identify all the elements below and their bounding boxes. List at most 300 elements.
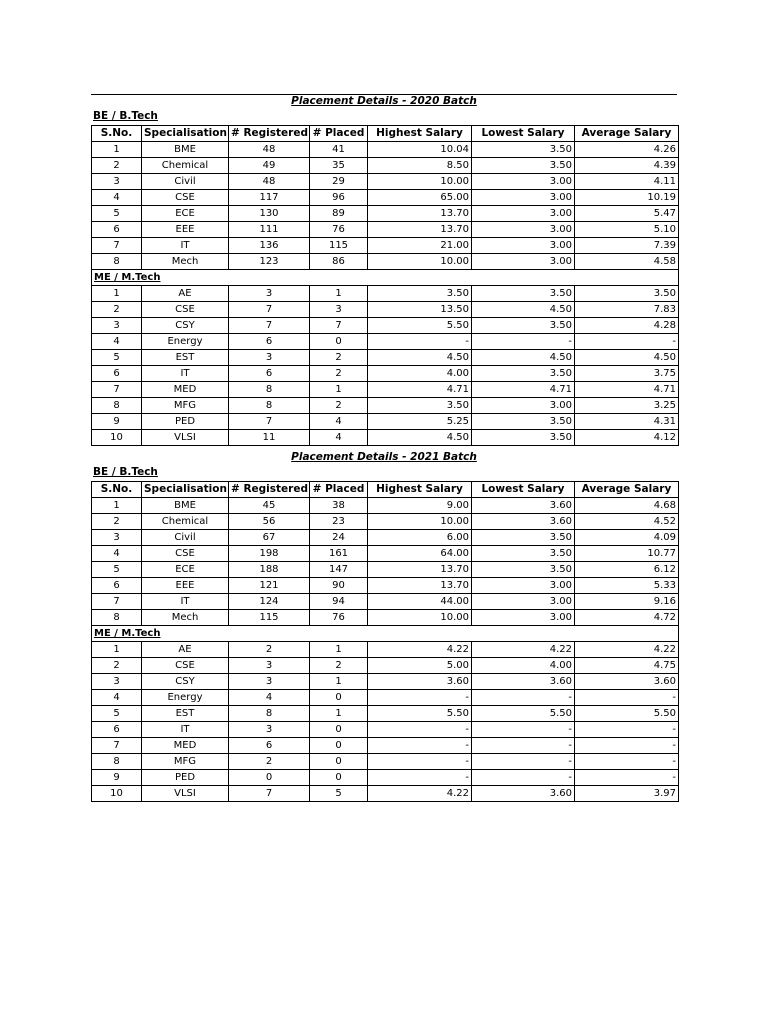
- cell-sno: 3: [92, 174, 142, 190]
- cell-specialisation: BME: [142, 498, 229, 514]
- cell-specialisation: IT: [142, 238, 229, 254]
- cell-specialisation: Energy: [142, 690, 229, 706]
- cell-specialisation: Chemical: [142, 158, 229, 174]
- cell-average-salary: -: [575, 722, 679, 738]
- cell-sno: 5: [92, 350, 142, 366]
- cell-highest-salary: 13.50: [368, 302, 472, 318]
- cell-registered: 198: [229, 546, 310, 562]
- table-row: [92, 318, 679, 334]
- cell-registered: 3: [229, 286, 310, 302]
- cell-specialisation: MED: [142, 382, 229, 398]
- cell-highest-salary: 13.70: [368, 206, 472, 222]
- cell-highest-salary: 4.50: [368, 430, 472, 446]
- cell-highest-salary: -: [368, 770, 472, 786]
- col-sno-header: S.No.: [92, 126, 142, 142]
- cell-sno: 4: [92, 190, 142, 206]
- cell-average-salary: -: [575, 334, 679, 350]
- cell-registered: 123: [229, 254, 310, 270]
- cell-average-salary: 5.10: [575, 222, 679, 238]
- cell-sno: 6: [92, 366, 142, 382]
- cell-highest-salary: 3.50: [368, 286, 472, 302]
- cell-lowest-salary: 3.60: [472, 786, 575, 802]
- col-highest-salary-header: Highest Salary: [368, 482, 472, 498]
- cell-lowest-salary: 4.22: [472, 642, 575, 658]
- table-row: [92, 398, 679, 414]
- table-row: [92, 722, 679, 738]
- cell-sno: 5: [92, 706, 142, 722]
- cell-specialisation: PED: [142, 414, 229, 430]
- cell-average-salary: 4.12: [575, 430, 679, 446]
- cell-highest-salary: 13.70: [368, 562, 472, 578]
- table-row: [92, 658, 679, 674]
- cell-registered: 6: [229, 366, 310, 382]
- cell-sno: 7: [92, 382, 142, 398]
- cell-lowest-salary: 3.50: [472, 530, 575, 546]
- cell-specialisation: Chemical: [142, 514, 229, 530]
- table-row: [92, 286, 679, 302]
- cell-registered: 136: [229, 238, 310, 254]
- cell-registered: 49: [229, 158, 310, 174]
- cell-specialisation: ECE: [142, 206, 229, 222]
- cell-highest-salary: 4.71: [368, 382, 472, 398]
- cell-placed: 2: [310, 350, 368, 366]
- cell-specialisation: Mech: [142, 610, 229, 626]
- col-specialisation-header: Specialisation: [142, 482, 229, 498]
- table-row: [92, 546, 679, 562]
- cell-placed: 41: [310, 142, 368, 158]
- cell-registered: 7: [229, 414, 310, 430]
- cell-sno: 1: [92, 142, 142, 158]
- cell-sno: 3: [92, 530, 142, 546]
- cell-highest-salary: -: [368, 334, 472, 350]
- cell-lowest-salary: 3.00: [472, 238, 575, 254]
- cell-average-salary: 5.33: [575, 578, 679, 594]
- batch-2020-table: [91, 125, 679, 446]
- cell-specialisation: CSY: [142, 318, 229, 334]
- cell-average-salary: 4.26: [575, 142, 679, 158]
- cell-placed: 5: [310, 786, 368, 802]
- cell-placed: 86: [310, 254, 368, 270]
- cell-registered: 3: [229, 350, 310, 366]
- table-row: [92, 382, 679, 398]
- table-row: [92, 302, 679, 318]
- cell-average-salary: 4.31: [575, 414, 679, 430]
- cell-sno: 4: [92, 546, 142, 562]
- table-row: [92, 786, 679, 802]
- header-row: [92, 126, 679, 142]
- cell-specialisation: AE: [142, 286, 229, 302]
- col-registered-header: # Registered: [229, 482, 310, 498]
- cell-average-salary: 7.83: [575, 302, 679, 318]
- cell-sno: 9: [92, 414, 142, 430]
- table-row: [92, 706, 679, 722]
- cell-sno: 5: [92, 562, 142, 578]
- cell-sno: 2: [92, 158, 142, 174]
- cell-registered: 2: [229, 754, 310, 770]
- cell-specialisation: EST: [142, 706, 229, 722]
- cell-average-salary: 5.47: [575, 206, 679, 222]
- cell-registered: 124: [229, 594, 310, 610]
- cell-specialisation: VLSI: [142, 786, 229, 802]
- table-row: [92, 366, 679, 382]
- cell-registered: 121: [229, 578, 310, 594]
- cell-placed: 0: [310, 738, 368, 754]
- cell-placed: 2: [310, 658, 368, 674]
- table-row: [92, 690, 679, 706]
- cell-sno: 3: [92, 674, 142, 690]
- cell-placed: 94: [310, 594, 368, 610]
- cell-placed: 4: [310, 430, 368, 446]
- cell-registered: 56: [229, 514, 310, 530]
- cell-highest-salary: -: [368, 754, 472, 770]
- cell-sno: 4: [92, 334, 142, 350]
- cell-average-salary: 3.25: [575, 398, 679, 414]
- cell-highest-salary: 5.50: [368, 706, 472, 722]
- cell-registered: 0: [229, 770, 310, 786]
- batch-2021-ug-label: BE / B.Tech: [93, 466, 158, 478]
- cell-lowest-salary: 3.60: [472, 674, 575, 690]
- section-row: [92, 626, 679, 642]
- col-lowest-salary-header: Lowest Salary: [472, 482, 575, 498]
- cell-average-salary: 3.75: [575, 366, 679, 382]
- cell-lowest-salary: -: [472, 770, 575, 786]
- cell-average-salary: 10.77: [575, 546, 679, 562]
- cell-lowest-salary: 3.00: [472, 254, 575, 270]
- cell-lowest-salary: -: [472, 722, 575, 738]
- table-row: [92, 414, 679, 430]
- table-row: [92, 754, 679, 770]
- cell-placed: 2: [310, 398, 368, 414]
- cell-placed: 161: [310, 546, 368, 562]
- cell-placed: 24: [310, 530, 368, 546]
- cell-registered: 48: [229, 142, 310, 158]
- cell-placed: 7: [310, 318, 368, 334]
- cell-sno: 2: [92, 658, 142, 674]
- cell-specialisation: EST: [142, 350, 229, 366]
- batch-2021-title: Placement Details - 2021 Batch: [291, 451, 477, 463]
- table-row: [92, 430, 679, 446]
- cell-placed: 0: [310, 770, 368, 786]
- table-row: [92, 190, 679, 206]
- cell-sno: 6: [92, 222, 142, 238]
- batch-2020-title: Placement Details - 2020 Batch: [291, 95, 477, 107]
- table-row: [92, 206, 679, 222]
- cell-average-salary: 4.52: [575, 514, 679, 530]
- cell-placed: 35: [310, 158, 368, 174]
- cell-highest-salary: 4.22: [368, 786, 472, 802]
- cell-lowest-salary: 4.50: [472, 350, 575, 366]
- cell-lowest-salary: 3.50: [472, 430, 575, 446]
- col-average-salary-header: Average Salary: [575, 482, 679, 498]
- cell-specialisation: BME: [142, 142, 229, 158]
- cell-highest-salary: 10.00: [368, 174, 472, 190]
- cell-placed: 1: [310, 674, 368, 690]
- col-placed-header: # Placed: [310, 482, 368, 498]
- cell-placed: 76: [310, 222, 368, 238]
- cell-placed: 3: [310, 302, 368, 318]
- cell-sno: 6: [92, 578, 142, 594]
- cell-placed: 23: [310, 514, 368, 530]
- table-row: [92, 530, 679, 546]
- cell-sno: 4: [92, 690, 142, 706]
- cell-highest-salary: 10.00: [368, 610, 472, 626]
- cell-registered: 45: [229, 498, 310, 514]
- cell-registered: 2: [229, 642, 310, 658]
- table-row: [92, 158, 679, 174]
- cell-lowest-salary: 3.00: [472, 174, 575, 190]
- cell-specialisation: Civil: [142, 530, 229, 546]
- cell-average-salary: -: [575, 770, 679, 786]
- cell-lowest-salary: -: [472, 754, 575, 770]
- cell-specialisation: ECE: [142, 562, 229, 578]
- cell-highest-salary: 65.00: [368, 190, 472, 206]
- cell-registered: 111: [229, 222, 310, 238]
- cell-average-salary: 4.09: [575, 530, 679, 546]
- cell-specialisation: Civil: [142, 174, 229, 190]
- cell-highest-salary: 10.04: [368, 142, 472, 158]
- cell-lowest-salary: 3.50: [472, 366, 575, 382]
- cell-highest-salary: 6.00: [368, 530, 472, 546]
- cell-average-salary: -: [575, 738, 679, 754]
- cell-lowest-salary: 3.00: [472, 190, 575, 206]
- cell-lowest-salary: 3.00: [472, 610, 575, 626]
- cell-placed: 147: [310, 562, 368, 578]
- cell-lowest-salary: -: [472, 738, 575, 754]
- cell-registered: 7: [229, 318, 310, 334]
- cell-registered: 11: [229, 430, 310, 446]
- cell-placed: 1: [310, 382, 368, 398]
- cell-average-salary: 4.39: [575, 158, 679, 174]
- cell-average-salary: 3.60: [575, 674, 679, 690]
- cell-specialisation: IT: [142, 722, 229, 738]
- cell-highest-salary: 8.50: [368, 158, 472, 174]
- cell-lowest-salary: 3.50: [472, 546, 575, 562]
- table-row: [92, 514, 679, 530]
- cell-placed: 76: [310, 610, 368, 626]
- cell-highest-salary: 10.00: [368, 514, 472, 530]
- cell-lowest-salary: 3.50: [472, 562, 575, 578]
- cell-specialisation: Energy: [142, 334, 229, 350]
- col-average-salary-header: Average Salary: [575, 126, 679, 142]
- cell-registered: 6: [229, 334, 310, 350]
- cell-lowest-salary: 3.50: [472, 286, 575, 302]
- cell-placed: 0: [310, 722, 368, 738]
- cell-highest-salary: 5.00: [368, 658, 472, 674]
- cell-highest-salary: 4.50: [368, 350, 472, 366]
- cell-registered: 8: [229, 398, 310, 414]
- cell-specialisation: CSE: [142, 190, 229, 206]
- cell-lowest-salary: 3.00: [472, 594, 575, 610]
- cell-registered: 188: [229, 562, 310, 578]
- table-row: [92, 254, 679, 270]
- cell-specialisation: CSE: [142, 546, 229, 562]
- cell-sno: 10: [92, 430, 142, 446]
- cell-average-salary: 4.22: [575, 642, 679, 658]
- cell-specialisation: PED: [142, 770, 229, 786]
- cell-lowest-salary: 3.00: [472, 206, 575, 222]
- cell-sno: 5: [92, 206, 142, 222]
- cell-sno: 2: [92, 514, 142, 530]
- cell-average-salary: 4.11: [575, 174, 679, 190]
- cell-placed: 38: [310, 498, 368, 514]
- table-row: [92, 350, 679, 366]
- cell-placed: 2: [310, 366, 368, 382]
- cell-placed: 0: [310, 690, 368, 706]
- cell-average-salary: 3.97: [575, 786, 679, 802]
- cell-lowest-salary: 4.71: [472, 382, 575, 398]
- cell-registered: 3: [229, 722, 310, 738]
- cell-registered: 6: [229, 738, 310, 754]
- cell-sno: 8: [92, 398, 142, 414]
- cell-highest-salary: 4.22: [368, 642, 472, 658]
- table-row: [92, 222, 679, 238]
- table-row: [92, 238, 679, 254]
- cell-lowest-salary: 3.00: [472, 398, 575, 414]
- cell-specialisation: VLSI: [142, 430, 229, 446]
- col-lowest-salary-header: Lowest Salary: [472, 126, 575, 142]
- col-sno-header: S.No.: [92, 482, 142, 498]
- cell-highest-salary: 21.00: [368, 238, 472, 254]
- cell-average-salary: -: [575, 754, 679, 770]
- cell-placed: 1: [310, 642, 368, 658]
- cell-placed: 1: [310, 286, 368, 302]
- cell-lowest-salary: 3.60: [472, 498, 575, 514]
- cell-highest-salary: 44.00: [368, 594, 472, 610]
- cell-registered: 3: [229, 674, 310, 690]
- col-specialisation-header: Specialisation: [142, 126, 229, 142]
- cell-lowest-salary: 3.50: [472, 142, 575, 158]
- cell-average-salary: 6.12: [575, 562, 679, 578]
- cell-placed: 96: [310, 190, 368, 206]
- cell-registered: 115: [229, 610, 310, 626]
- cell-highest-salary: 5.50: [368, 318, 472, 334]
- cell-average-salary: 7.39: [575, 238, 679, 254]
- cell-specialisation: AE: [142, 642, 229, 658]
- col-placed-header: # Placed: [310, 126, 368, 142]
- header-row: [92, 482, 679, 498]
- table-row: [92, 562, 679, 578]
- cell-specialisation: EEE: [142, 222, 229, 238]
- batch-2021-table: [91, 481, 679, 802]
- table-row: [92, 334, 679, 350]
- cell-specialisation: IT: [142, 366, 229, 382]
- cell-highest-salary: 3.60: [368, 674, 472, 690]
- cell-placed: 1: [310, 706, 368, 722]
- cell-specialisation: CSE: [142, 302, 229, 318]
- cell-placed: 115: [310, 238, 368, 254]
- cell-lowest-salary: 3.60: [472, 514, 575, 530]
- cell-lowest-salary: 4.00: [472, 658, 575, 674]
- cell-specialisation: CSE: [142, 658, 229, 674]
- cell-highest-salary: 9.00: [368, 498, 472, 514]
- cell-sno: 1: [92, 642, 142, 658]
- cell-highest-salary: 4.00: [368, 366, 472, 382]
- cell-specialisation: Mech: [142, 254, 229, 270]
- batch-2020-ug-label: BE / B.Tech: [93, 110, 158, 122]
- cell-registered: 67: [229, 530, 310, 546]
- cell-specialisation: MFG: [142, 754, 229, 770]
- table-row: [92, 738, 679, 754]
- cell-average-salary: 3.50: [575, 286, 679, 302]
- pg-section-label: ME / M.Tech: [92, 626, 679, 642]
- cell-highest-salary: -: [368, 738, 472, 754]
- cell-sno: 9: [92, 770, 142, 786]
- cell-average-salary: 5.50: [575, 706, 679, 722]
- cell-specialisation: IT: [142, 594, 229, 610]
- table-row: [92, 174, 679, 190]
- cell-average-salary: 4.72: [575, 610, 679, 626]
- cell-placed: 0: [310, 754, 368, 770]
- cell-average-salary: -: [575, 690, 679, 706]
- col-highest-salary-header: Highest Salary: [368, 126, 472, 142]
- cell-sno: 7: [92, 238, 142, 254]
- cell-highest-salary: 5.25: [368, 414, 472, 430]
- cell-lowest-salary: 3.50: [472, 414, 575, 430]
- cell-highest-salary: 13.70: [368, 222, 472, 238]
- section-row: [92, 270, 679, 286]
- cell-highest-salary: -: [368, 690, 472, 706]
- cell-sno: 8: [92, 610, 142, 626]
- table-row: [92, 142, 679, 158]
- cell-registered: 3: [229, 658, 310, 674]
- cell-registered: 8: [229, 706, 310, 722]
- table-row: [92, 498, 679, 514]
- cell-lowest-salary: 3.50: [472, 318, 575, 334]
- cell-sno: 7: [92, 738, 142, 754]
- pg-section-label: ME / M.Tech: [92, 270, 679, 286]
- cell-sno: 8: [92, 254, 142, 270]
- cell-sno: 7: [92, 594, 142, 610]
- cell-registered: 48: [229, 174, 310, 190]
- table-row: [92, 610, 679, 626]
- cell-registered: 7: [229, 302, 310, 318]
- cell-specialisation: MFG: [142, 398, 229, 414]
- cell-highest-salary: -: [368, 722, 472, 738]
- cell-lowest-salary: -: [472, 334, 575, 350]
- col-registered-header: # Registered: [229, 126, 310, 142]
- cell-highest-salary: 10.00: [368, 254, 472, 270]
- cell-registered: 4: [229, 690, 310, 706]
- table-row: [92, 578, 679, 594]
- cell-placed: 90: [310, 578, 368, 594]
- table-row: [92, 674, 679, 690]
- cell-specialisation: EEE: [142, 578, 229, 594]
- cell-specialisation: CSY: [142, 674, 229, 690]
- cell-registered: 8: [229, 382, 310, 398]
- cell-lowest-salary: 3.00: [472, 578, 575, 594]
- cell-placed: 29: [310, 174, 368, 190]
- table-row: [92, 642, 679, 658]
- cell-average-salary: 4.28: [575, 318, 679, 334]
- table-row: [92, 770, 679, 786]
- cell-sno: 1: [92, 286, 142, 302]
- cell-highest-salary: 3.50: [368, 398, 472, 414]
- cell-average-salary: 9.16: [575, 594, 679, 610]
- cell-average-salary: 4.58: [575, 254, 679, 270]
- cell-average-salary: 4.71: [575, 382, 679, 398]
- cell-lowest-salary: 4.50: [472, 302, 575, 318]
- cell-registered: 117: [229, 190, 310, 206]
- cell-average-salary: 4.68: [575, 498, 679, 514]
- cell-lowest-salary: 3.50: [472, 158, 575, 174]
- cell-sno: 3: [92, 318, 142, 334]
- cell-lowest-salary: -: [472, 690, 575, 706]
- cell-placed: 4: [310, 414, 368, 430]
- cell-average-salary: 4.50: [575, 350, 679, 366]
- cell-average-salary: 4.75: [575, 658, 679, 674]
- cell-lowest-salary: 3.00: [472, 222, 575, 238]
- cell-highest-salary: 64.00: [368, 546, 472, 562]
